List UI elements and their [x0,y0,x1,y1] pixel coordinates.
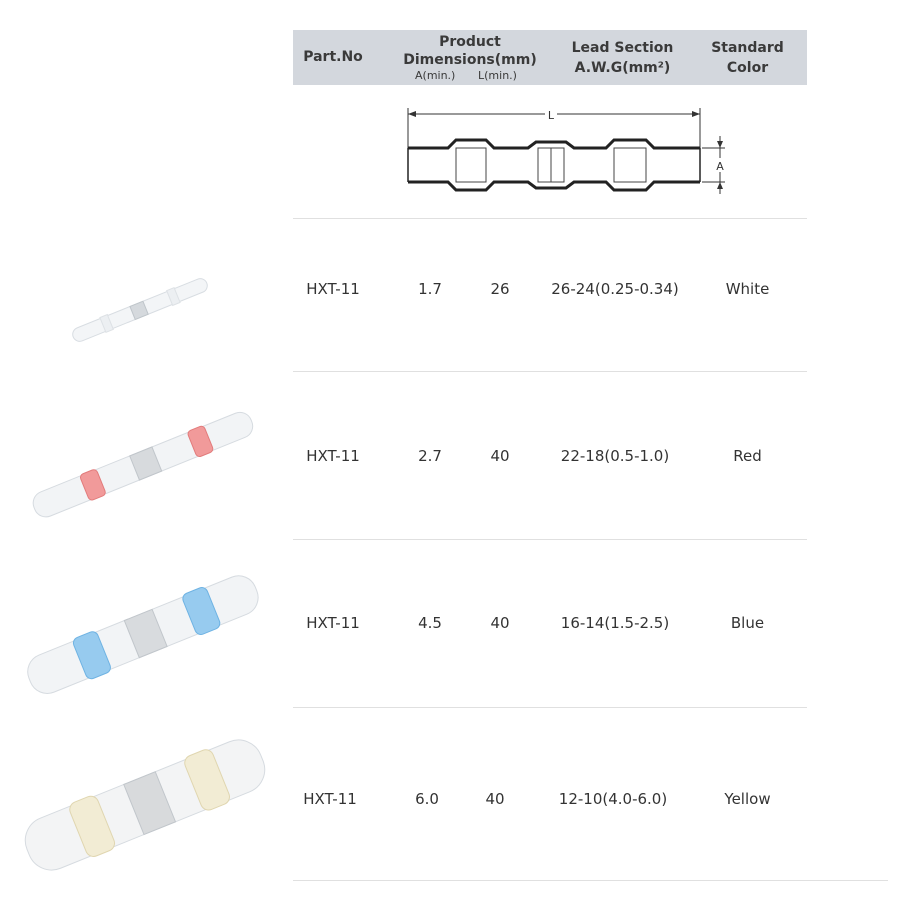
header-color-line2: Color [726,60,769,76]
row2-color: Red [733,447,762,465]
header-color-line1: Standard [711,40,784,56]
row-divider [293,218,807,219]
row4-color: Yellow [724,790,771,808]
row1-color: White [725,280,770,298]
row1-a: 1.7 [418,280,442,298]
header-dimensions-line1: Product [439,34,501,50]
row4-lead: 12-10(4.0-6.0) [558,790,668,808]
header-dim-l: L(min.) [478,69,517,82]
header-lead-line2: A.W.G(mm²) [574,60,671,76]
row4-l: 40 [485,790,505,808]
row3-l: 40 [490,614,510,632]
connector-photo-yellow [15,730,275,880]
row3-color: Blue [730,614,765,632]
row-divider [293,880,888,881]
row-divider [293,539,807,540]
row-divider [293,707,807,708]
row4-part: HXT-11 [303,790,357,808]
row3-part: HXT-11 [306,614,360,632]
header-part-no: Part.No [303,49,363,65]
row3-lead: 16-14(1.5-2.5) [560,614,670,632]
row1-l: 26 [490,280,510,298]
row2-part: HXT-11 [306,447,360,465]
row1-lead: 26-24(0.25-0.34) [551,280,679,298]
header-dimensions-line2: Dimensions(mm) [403,52,537,68]
diagram-label-a: A [716,160,724,173]
row2-lead: 22-18(0.5-1.0) [560,447,670,465]
connector-photo-white [60,265,220,355]
diagram-label-l: L [547,109,555,122]
row2-l: 40 [490,447,510,465]
row1-part: HXT-11 [306,280,360,298]
connector-photo-blue [15,565,270,705]
row-divider [293,371,807,372]
row4-a: 6.0 [415,790,439,808]
header-dim-a: A(min.) [415,69,456,82]
header-lead-line1: Lead Section [571,40,674,56]
row3-a: 4.5 [418,614,442,632]
dimension-diagram [390,100,740,200]
row2-a: 2.7 [418,447,442,465]
connector-photo-red [20,400,265,530]
